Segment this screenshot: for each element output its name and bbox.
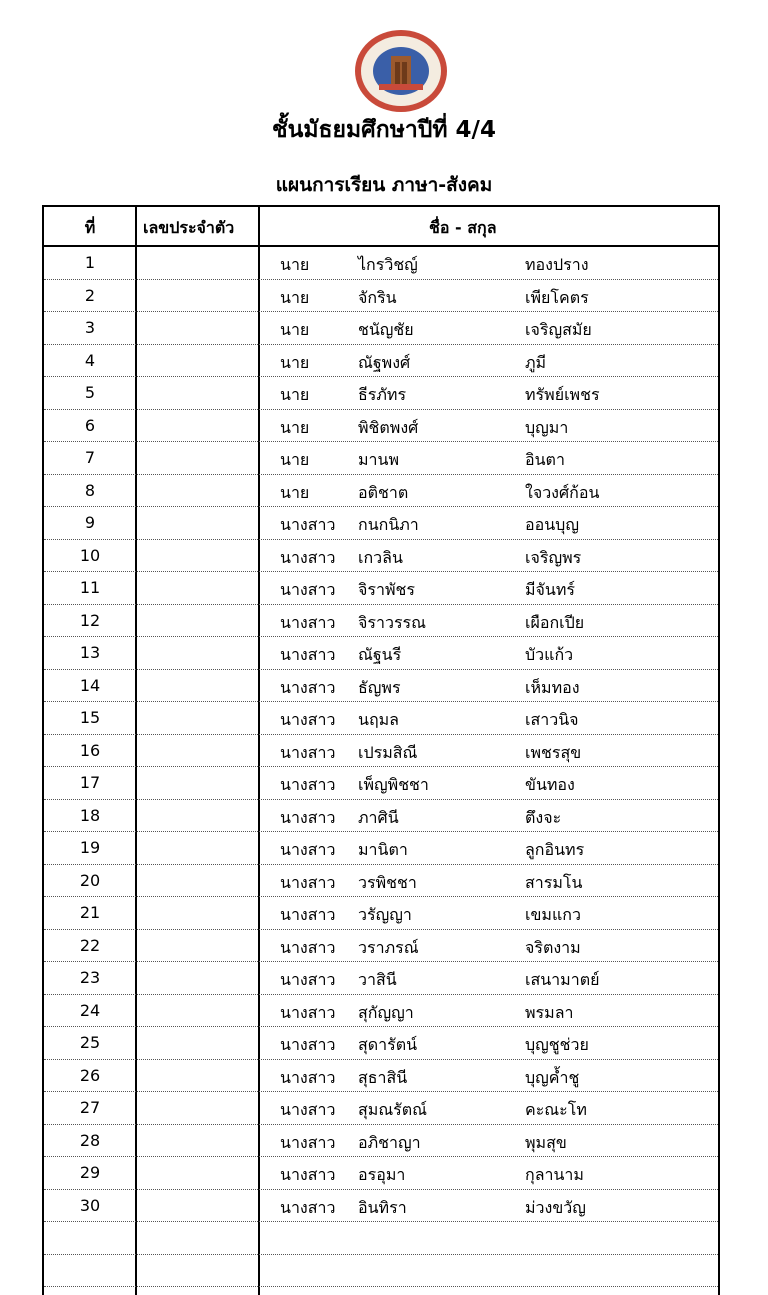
first-name: เปรมสิณี bbox=[358, 742, 418, 762]
name-prefix: นาย bbox=[280, 450, 310, 469]
row-number: 8 bbox=[84, 480, 96, 500]
name-prefix: นางสาว bbox=[280, 1100, 336, 1119]
name-prefix: นาย bbox=[280, 352, 310, 372]
first-name: อรอุมา bbox=[358, 1165, 406, 1184]
last-name: ลูกอินทร bbox=[525, 840, 585, 859]
row-number: 6 bbox=[84, 415, 96, 435]
table-header bbox=[44, 207, 718, 247]
header-student-id: เลขประจำตัว bbox=[143, 218, 235, 237]
last-name: ออนบุญ bbox=[525, 515, 579, 534]
table-row bbox=[44, 1060, 718, 1093]
first-name: มานิตา bbox=[358, 840, 408, 859]
table-row bbox=[44, 995, 718, 1028]
name-prefix: นางสาว bbox=[280, 872, 336, 892]
first-name: สุกัญญา bbox=[358, 1002, 414, 1022]
row-number: 11 bbox=[79, 578, 101, 597]
row-number: 2 bbox=[84, 285, 96, 305]
header-full-name: ชื่อ - สกุล bbox=[429, 218, 497, 237]
name-prefix: นาย bbox=[280, 255, 310, 274]
last-name: ม่วงขวัญ bbox=[525, 1197, 586, 1217]
table-row bbox=[44, 442, 718, 475]
row-number: 23 bbox=[79, 968, 101, 987]
last-name: ภูมี bbox=[525, 352, 547, 372]
name-prefix: นางสาว bbox=[280, 970, 336, 989]
table-row bbox=[44, 312, 718, 345]
first-name: ชนัญชัย bbox=[358, 320, 414, 339]
name-prefix: นาย bbox=[280, 287, 310, 307]
table-row bbox=[44, 475, 718, 508]
name-prefix: นางสาว bbox=[280, 547, 336, 567]
table-row bbox=[44, 507, 718, 540]
last-name: มีจันทร์ bbox=[525, 580, 575, 599]
table-row bbox=[44, 280, 718, 313]
first-name: วรพิชชา bbox=[358, 872, 417, 892]
table-row bbox=[44, 865, 718, 898]
page-subtitle: แผนการเรียน ภาษา-สังคม bbox=[275, 174, 493, 196]
row-number: 21 bbox=[79, 903, 101, 922]
header-number: ที่ bbox=[84, 218, 96, 237]
last-name: เผือกเปีย bbox=[525, 612, 585, 632]
first-name: เพ็ญพิชชา bbox=[358, 775, 429, 794]
row-number: 12 bbox=[79, 610, 101, 630]
table-row bbox=[44, 1125, 718, 1158]
row-number: 25 bbox=[79, 1033, 101, 1052]
name-prefix: นาย bbox=[280, 482, 310, 502]
name-prefix: นางสาว bbox=[280, 937, 336, 957]
first-name: ธีรภัทร bbox=[358, 385, 407, 404]
row-number: 3 bbox=[84, 318, 96, 337]
last-name: เจริญพร bbox=[525, 547, 582, 567]
first-name: ไกรวิชญ์ bbox=[358, 255, 418, 274]
student-table bbox=[42, 205, 720, 1295]
table-row bbox=[44, 572, 718, 605]
table-row bbox=[44, 345, 718, 378]
table-row bbox=[44, 247, 718, 280]
last-name: พรมลา bbox=[525, 1002, 574, 1022]
name-prefix: นางสาว bbox=[280, 742, 336, 762]
first-name: สุธาสินี bbox=[358, 1067, 408, 1087]
table-row bbox=[44, 930, 718, 963]
table-row bbox=[44, 1222, 718, 1255]
table-row bbox=[44, 1092, 718, 1125]
school-logo bbox=[353, 28, 449, 114]
row-number: 29 bbox=[79, 1163, 101, 1182]
last-name: คะณะโท bbox=[525, 1100, 587, 1119]
table-row bbox=[44, 897, 718, 930]
name-prefix: นางสาว bbox=[280, 710, 336, 729]
row-number: 24 bbox=[79, 1000, 101, 1020]
last-name: เจริญสมัย bbox=[525, 320, 592, 339]
table-row bbox=[44, 962, 718, 995]
row-number: 18 bbox=[79, 805, 101, 825]
row-number: 10 bbox=[79, 545, 101, 565]
first-name: สุมณรัตณ์ bbox=[358, 1100, 427, 1119]
first-name: วรัญญา bbox=[358, 905, 412, 924]
row-number: 20 bbox=[79, 870, 101, 890]
last-name: บุญมา bbox=[525, 417, 569, 437]
table-row bbox=[44, 637, 718, 670]
row-number: 30 bbox=[79, 1195, 101, 1215]
first-name: วาสินี bbox=[358, 970, 397, 989]
row-number: 19 bbox=[79, 838, 101, 857]
name-prefix: นาย bbox=[280, 417, 310, 437]
page-title: ชั้นมัธยมศึกษาปีที่ 4/4 bbox=[272, 117, 496, 143]
last-name: พุมสุข bbox=[525, 1132, 567, 1152]
row-number: 5 bbox=[84, 383, 96, 402]
last-name: เสนามาตย์ bbox=[525, 970, 600, 989]
row-number: 13 bbox=[79, 643, 101, 662]
row-number: 28 bbox=[79, 1130, 101, 1150]
table-row bbox=[44, 767, 718, 800]
row-number: 14 bbox=[79, 675, 101, 695]
table-row bbox=[44, 1157, 718, 1190]
name-prefix: นางสาว bbox=[280, 580, 336, 599]
name-prefix: นางสาว bbox=[280, 775, 336, 794]
last-name: เสาวนิจ bbox=[525, 710, 579, 729]
first-name: ณัฐพงศ์ bbox=[358, 352, 411, 372]
name-prefix: นางสาว bbox=[280, 645, 336, 664]
row-number: 16 bbox=[79, 740, 101, 760]
first-name: จิราพัชร bbox=[358, 580, 415, 599]
name-prefix: นางสาว bbox=[280, 612, 336, 632]
table-row bbox=[44, 735, 718, 768]
table-row bbox=[44, 1255, 718, 1288]
name-prefix: นาย bbox=[280, 320, 310, 339]
first-name: อินทิรา bbox=[358, 1197, 407, 1217]
name-prefix: นาย bbox=[280, 385, 310, 404]
first-name: วราภรณ์ bbox=[358, 937, 419, 957]
row-number: 27 bbox=[79, 1098, 101, 1117]
first-name: อติชาต bbox=[358, 482, 409, 502]
name-prefix: นางสาว bbox=[280, 1067, 336, 1087]
first-name: พิชิตพงศ์ bbox=[358, 417, 419, 437]
last-name: ตึงจะ bbox=[525, 807, 562, 827]
first-name: จักริน bbox=[358, 287, 397, 307]
last-name: บุญค้ำชู bbox=[525, 1067, 580, 1087]
table-row bbox=[44, 832, 718, 865]
first-name: อภิชาญา bbox=[358, 1132, 421, 1152]
row-number: 4 bbox=[84, 350, 96, 370]
row-number: 17 bbox=[79, 773, 101, 792]
name-prefix: นางสาว bbox=[280, 807, 336, 827]
table-row bbox=[44, 410, 718, 443]
last-name: ใจวงศ์ก้อน bbox=[525, 482, 600, 502]
last-name: เขมแกว bbox=[525, 905, 581, 924]
table-row bbox=[44, 540, 718, 573]
last-name: บัวแก้ว bbox=[525, 645, 574, 664]
last-name: ทรัพย์เพชร bbox=[525, 385, 600, 404]
last-name: อินตา bbox=[525, 450, 565, 469]
last-name: ทองปราง bbox=[525, 255, 589, 274]
table-row bbox=[44, 377, 718, 410]
first-name: สุดารัตน์ bbox=[358, 1035, 418, 1054]
first-name: ณัฐนรี bbox=[358, 645, 402, 664]
table-row bbox=[44, 605, 718, 638]
table-row bbox=[44, 800, 718, 833]
last-name: เห็มทอง bbox=[525, 677, 580, 697]
name-prefix: นางสาว bbox=[280, 515, 336, 534]
name-prefix: นางสาว bbox=[280, 1002, 336, 1022]
row-number: 26 bbox=[79, 1065, 101, 1085]
first-name: ภาศินี bbox=[358, 807, 399, 827]
first-name: นฤมล bbox=[358, 710, 399, 729]
last-name: เพียโคตร bbox=[525, 287, 589, 307]
last-name: จริตงาม bbox=[525, 937, 581, 957]
table-row bbox=[44, 702, 718, 735]
last-name: สารมโน bbox=[525, 872, 583, 892]
last-name: บุญชูช่วย bbox=[525, 1035, 589, 1054]
table-row bbox=[44, 670, 718, 703]
name-prefix: นางสาว bbox=[280, 1132, 336, 1152]
row-number: 22 bbox=[79, 935, 101, 955]
first-name: กนกนิภา bbox=[358, 515, 419, 534]
first-name: มานพ bbox=[358, 450, 400, 469]
row-number: 15 bbox=[79, 708, 101, 727]
last-name: ขันทอง bbox=[525, 775, 575, 794]
first-name: ธัญพร bbox=[358, 677, 401, 697]
name-prefix: นางสาว bbox=[280, 840, 336, 859]
first-name: จิราวรรณ bbox=[358, 612, 426, 632]
name-prefix: นางสาว bbox=[280, 1165, 336, 1184]
table-row bbox=[44, 1190, 718, 1223]
last-name: กุลานาม bbox=[525, 1165, 584, 1184]
row-number: 9 bbox=[84, 513, 96, 532]
last-name: เพชรสุข bbox=[525, 742, 582, 762]
name-prefix: นางสาว bbox=[280, 1197, 336, 1217]
row-number: 7 bbox=[84, 448, 96, 467]
first-name: เกวลิน bbox=[358, 547, 403, 567]
table-row bbox=[44, 1027, 718, 1060]
name-prefix: นางสาว bbox=[280, 905, 336, 924]
name-prefix: นางสาว bbox=[280, 1035, 336, 1054]
row-number: 1 bbox=[84, 253, 96, 272]
name-prefix: นางสาว bbox=[280, 677, 336, 697]
table-body bbox=[44, 247, 718, 1287]
